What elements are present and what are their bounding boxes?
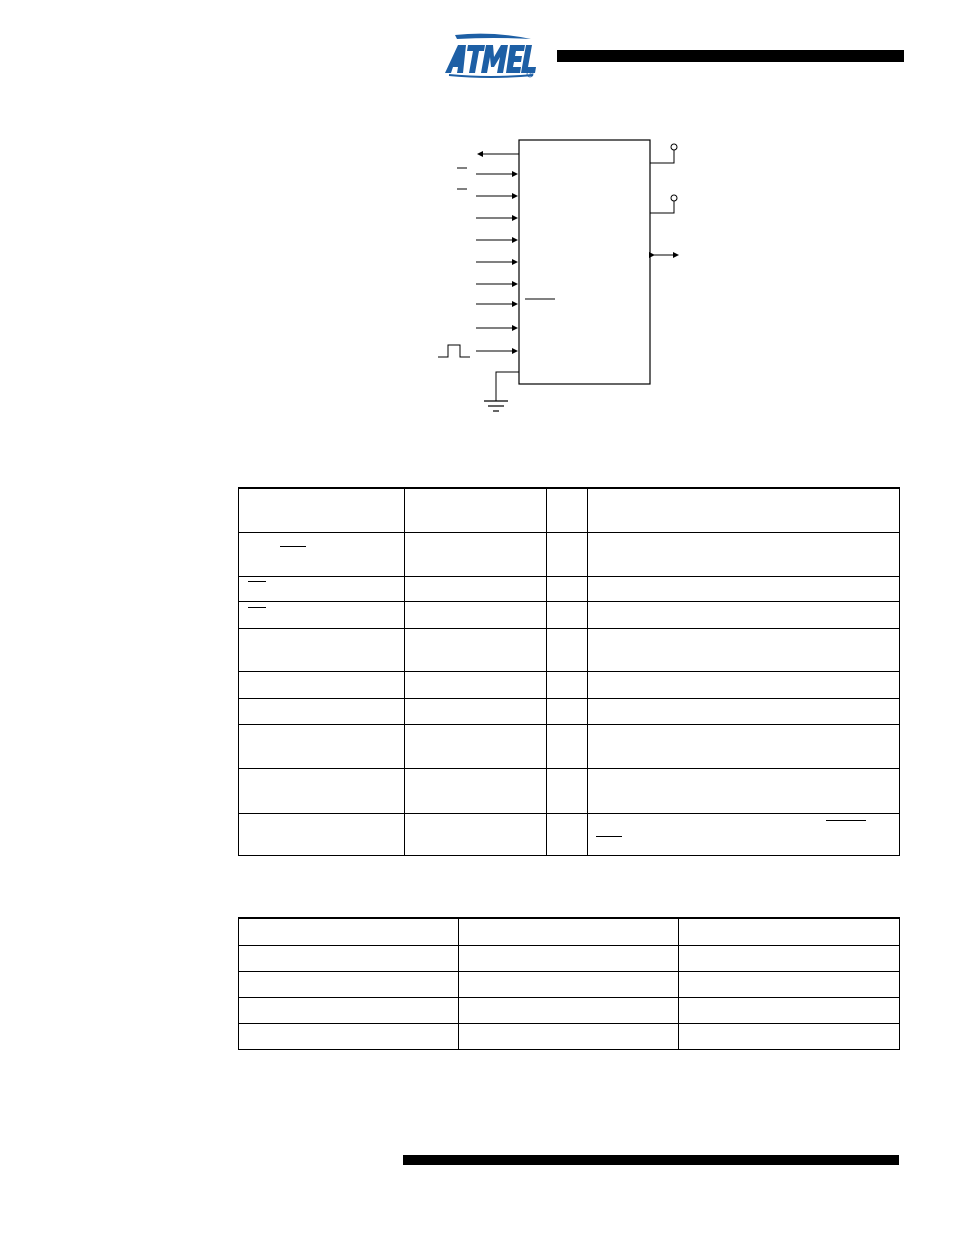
table-header-row: [239, 488, 900, 532]
table-cell: [405, 813, 547, 855]
table-cell: [405, 724, 547, 768]
table-cell: [239, 698, 405, 724]
atmel-logo-icon: [441, 33, 537, 79]
second-table: [238, 917, 900, 1050]
table-cell: [459, 918, 679, 945]
table-cell: [459, 945, 679, 971]
table-cell: [405, 698, 547, 724]
table-cell: [588, 698, 900, 724]
table-cell: [459, 971, 679, 997]
table-row: [239, 532, 900, 576]
table-row: [239, 813, 900, 855]
table-row: [239, 576, 900, 601]
table-cell: [547, 671, 588, 698]
table-cell: [588, 628, 900, 671]
table-cell: [239, 971, 459, 997]
table-cell: [239, 601, 405, 628]
table-cell: [547, 813, 588, 855]
table-cell: [405, 628, 547, 671]
table-row: [239, 971, 900, 997]
table-cell: [547, 488, 588, 532]
table-row: [239, 671, 900, 698]
table-cell: [679, 971, 900, 997]
atmel-logo: [441, 33, 537, 79]
table-cell: [588, 601, 900, 628]
table-cell: [547, 724, 588, 768]
table-row: [239, 698, 900, 724]
table-cell: [239, 945, 459, 971]
table-cell: [547, 576, 588, 601]
power-pin-line: [650, 201, 674, 213]
table-cell: [588, 576, 900, 601]
table-cell: [547, 628, 588, 671]
overline-mark: [826, 820, 866, 821]
table-cell: [405, 488, 547, 532]
power-pin-line: [650, 150, 674, 163]
table-cell: [239, 918, 459, 945]
overline-mark: [596, 836, 622, 837]
table-cell: [405, 576, 547, 601]
table-cell: [459, 1023, 679, 1049]
ground-line: [496, 372, 519, 401]
table-cell: [459, 997, 679, 1023]
table-row: [239, 997, 900, 1023]
table-cell: [588, 671, 900, 698]
table-cell: [239, 488, 405, 532]
table-cell: [588, 768, 900, 813]
clock-pulse-icon: [438, 345, 470, 357]
table-row: [239, 945, 900, 971]
table-row: [239, 601, 900, 628]
power-pin-terminal: [671, 144, 677, 150]
table-header-row: [239, 918, 900, 945]
table-cell: [588, 724, 900, 768]
table-cell: [679, 997, 900, 1023]
overline-mark: [280, 546, 306, 547]
table-cell: [547, 698, 588, 724]
footer-rule: [403, 1155, 899, 1165]
table-cell: [588, 532, 900, 576]
table-cell: [239, 628, 405, 671]
table-cell: [547, 601, 588, 628]
pin-description-table: [238, 487, 900, 856]
table-cell: [239, 1023, 459, 1049]
table-cell: [405, 601, 547, 628]
table-cell: [239, 768, 405, 813]
table-cell: [547, 532, 588, 576]
table-cell: [679, 945, 900, 971]
table-cell: [239, 813, 405, 855]
table-row: [239, 724, 900, 768]
table-cell: [405, 671, 547, 698]
table-cell: [679, 1023, 900, 1049]
table-cell: [239, 576, 405, 601]
chip-body: [519, 140, 650, 384]
table-cell: [588, 488, 900, 532]
table-row: [239, 1023, 900, 1049]
table-cell: [405, 768, 547, 813]
table-cell: [239, 671, 405, 698]
registered-mark: ®: [528, 71, 533, 77]
pin-diagram: [420, 130, 700, 430]
table-cell: [239, 997, 459, 1023]
table-row: [239, 628, 900, 671]
table-cell: [679, 918, 900, 945]
table-cell: [239, 532, 405, 576]
table-cell: [547, 768, 588, 813]
table-cell: [239, 724, 405, 768]
power-pin-terminal: [671, 195, 677, 201]
overline-mark: [248, 581, 266, 582]
overline-mark: [248, 607, 266, 608]
header-rule: [557, 50, 904, 62]
table-row: [239, 768, 900, 813]
table-cell: [405, 532, 547, 576]
